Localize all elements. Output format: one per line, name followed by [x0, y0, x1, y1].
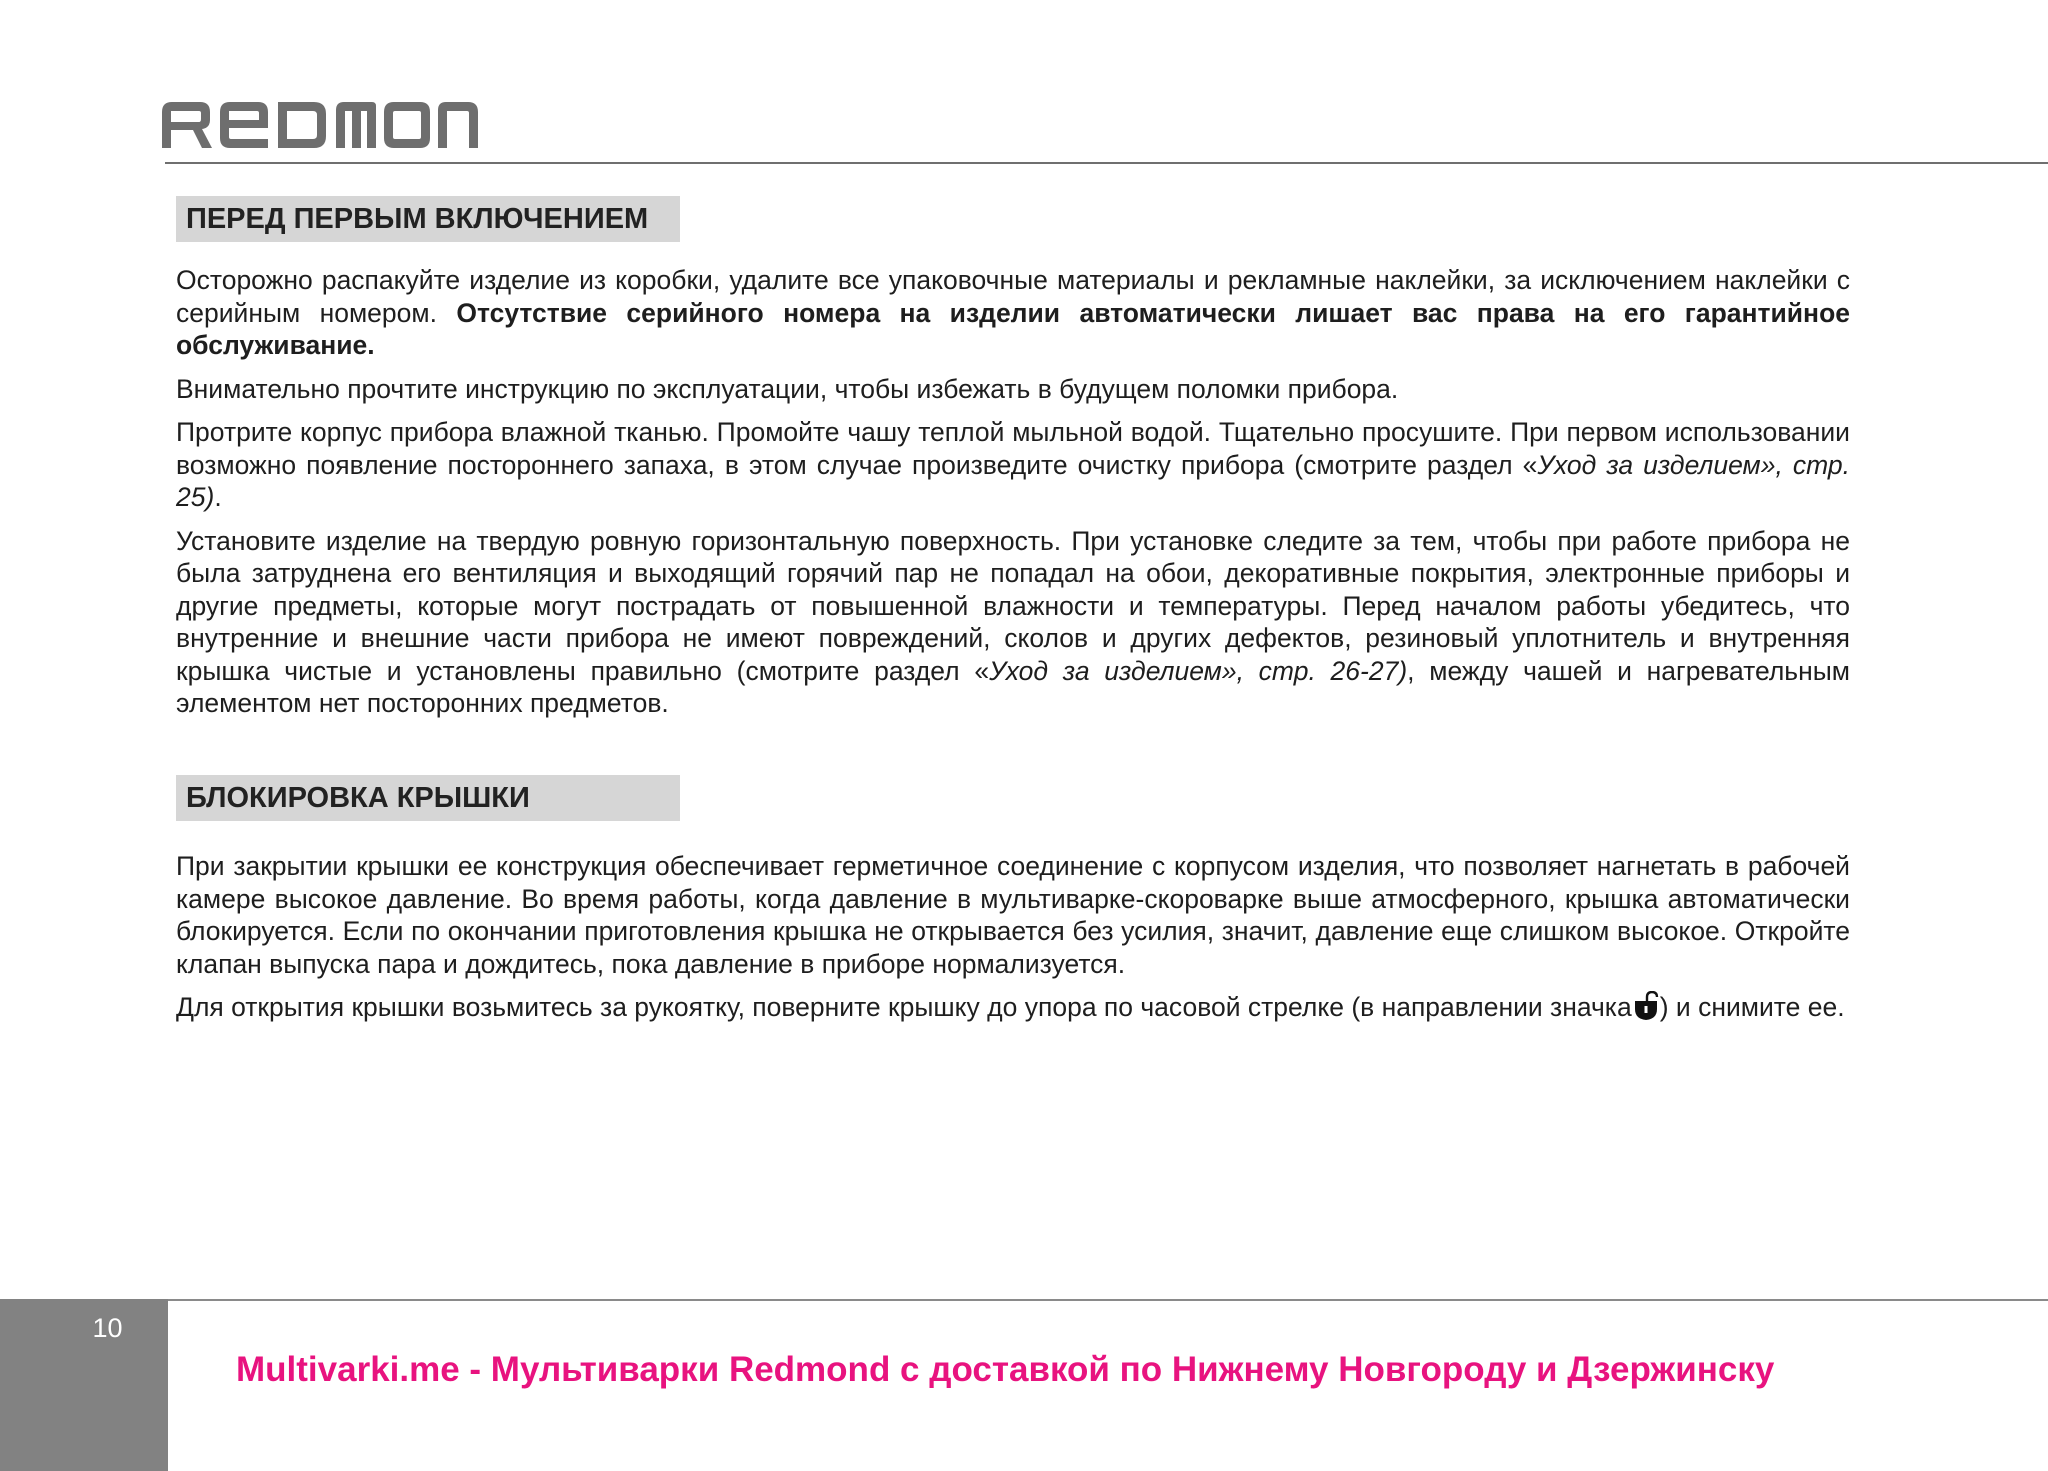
section-before-first-use-body — [176, 264, 1850, 731]
paragraph: Осторожно распакуйте изделие из коробки, удалите все упаковочные материалы и рекламные наклейки, за исключением наклейки с серийным номером. Отсутствие серийного номера на изделии автоматически лишает вас права на его гарантийное обслуживание. — [176, 265, 1850, 360]
page-number: 10 — [92, 1313, 123, 1343]
paragraph: Для открытия крышки возьмитесь за рукоятку, поверните крышку до упора по часовой стрелке (в направлении значка ) и снимите ее. — [176, 992, 1845, 1022]
section-heading-lid-lock: БЛОКИРОВКА КРЫШКИ — [176, 775, 680, 821]
section-heading-before-first-use: ПЕРЕД ПЕРВЫМ ВКЛЮЧЕНИЕМ — [176, 196, 680, 242]
unlock-icon — [1632, 991, 1660, 1021]
footer-divider — [168, 1299, 2048, 1301]
header-divider — [165, 162, 2048, 164]
paragraph: Установите изделие на твердую ровную горизонтальную поверхность. При установке следите за тем, чтобы при работе прибора не была затруднена его вентиляция и выходящий горячий пар не попадал на обои, декоративные покрытия, электронные приборы и другие предметы, которые могут пострадать от повышенной влажности и температуры. Перед началом работы убедитесь, что внутренние и внешние части прибора не имеют повреждений, сколов и других дефектов, резиновый уплотнитель и внутренняя крышка чистые и установлены правильно (смотрите раздел «Уход за изделием», стр. 26-27), между чашей и нагревательным элементом нет посторонних предметов. — [176, 525, 1850, 718]
paragraph: При закрытии крышки ее конструкция обеспечивает герметичное соединение с корпусом изделия, что позволяет нагнетать в рабочей камере высокое давление. Во время работы, когда давление в мультиварке-скороварке выше атмосферного, крышка автоматически блокируется. Если по окончании приготовления крышка не открывается без усилия, значит, давление еще слишком высокое. Откройте клапан выпуска пара и дождитесь, пока давление в приборе нормализуется. — [176, 851, 1850, 979]
section-lid-lock-body — [176, 850, 1850, 1035]
brand-logo — [162, 102, 478, 148]
paragraph: Внимательно прочтите инструкцию по эксплуатации, чтобы избежать в будущем поломки прибора. — [176, 373, 1399, 404]
paragraph: Протрите корпус прибора влажной тканью. Промойте чашу теплой мыльной водой. Тщательно просушите. При первом использовании возможно появление постороннего запаха, в этом случае произведите очистку прибора (смотрите раздел «Уход за изделием», стр. 25). — [176, 417, 1850, 512]
promo-banner-text: Multivarki.me - Мультиварки Redmond с доставкой по Нижнему Новгороду и Дзержинску — [236, 1350, 1775, 1389]
